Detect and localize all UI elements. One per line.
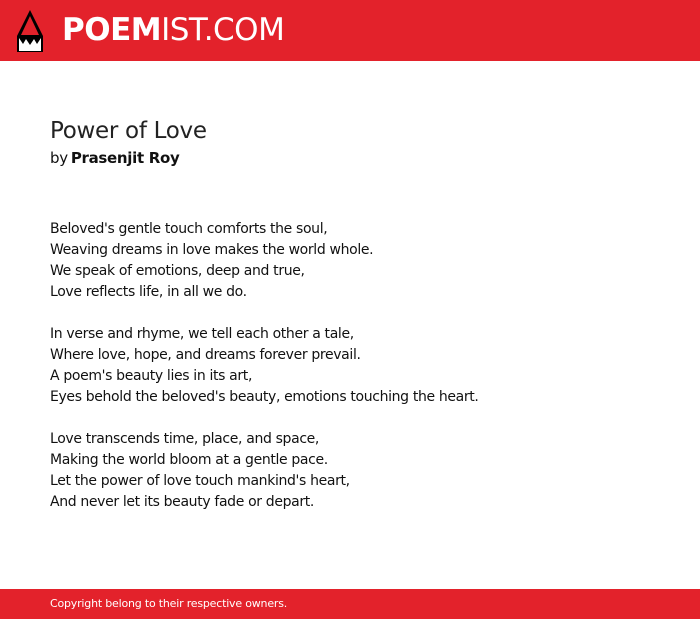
poem-title: Power of Love (50, 118, 207, 144)
poem-line: We speak of emotions, deep and true, (50, 263, 305, 279)
poem-line: Love reflects life, in all we do. (50, 284, 247, 300)
logo-light-text: IST.COM (161, 12, 285, 48)
byline (50, 147, 670, 169)
poem-line: Making the world bloom at a gentle pace. (50, 452, 328, 468)
poem-line: A poem's beauty lies in its art, (50, 368, 253, 384)
copyright-text: Copyright belong to their respective owners. (50, 597, 288, 610)
poem-line: Where love, hope, and dreams forever prevail. (50, 347, 361, 363)
poem-line: Beloved's gentle touch comforts the soul, (50, 221, 328, 237)
poem-header (50, 116, 670, 169)
poem-body (50, 219, 670, 534)
poem-line: And never let its beauty fade or depart. (50, 494, 315, 510)
poem-line: Weaving dreams in love makes the world whole. (50, 242, 374, 258)
stanza (50, 219, 670, 303)
stanza (50, 429, 670, 513)
pencil-icon[interactable] (17, 10, 43, 52)
author-name[interactable]: Prasenjit Roy (70, 149, 180, 167)
site-footer (0, 589, 700, 619)
logo-bold-text: POEM (62, 12, 162, 48)
site-logo[interactable] (62, 12, 284, 48)
stanza (50, 324, 670, 408)
by-label: by (50, 149, 68, 167)
poem-line: Let the power of love touch mankind's heart, (50, 473, 350, 489)
site-header (0, 0, 700, 61)
poem-line: In verse and rhyme, we tell each other a tale, (50, 326, 354, 342)
poem-line: Eyes behold the beloved's beauty, emotions touching the heart. (50, 389, 479, 405)
poem-line: Love transcends time, place, and space, (50, 431, 320, 447)
